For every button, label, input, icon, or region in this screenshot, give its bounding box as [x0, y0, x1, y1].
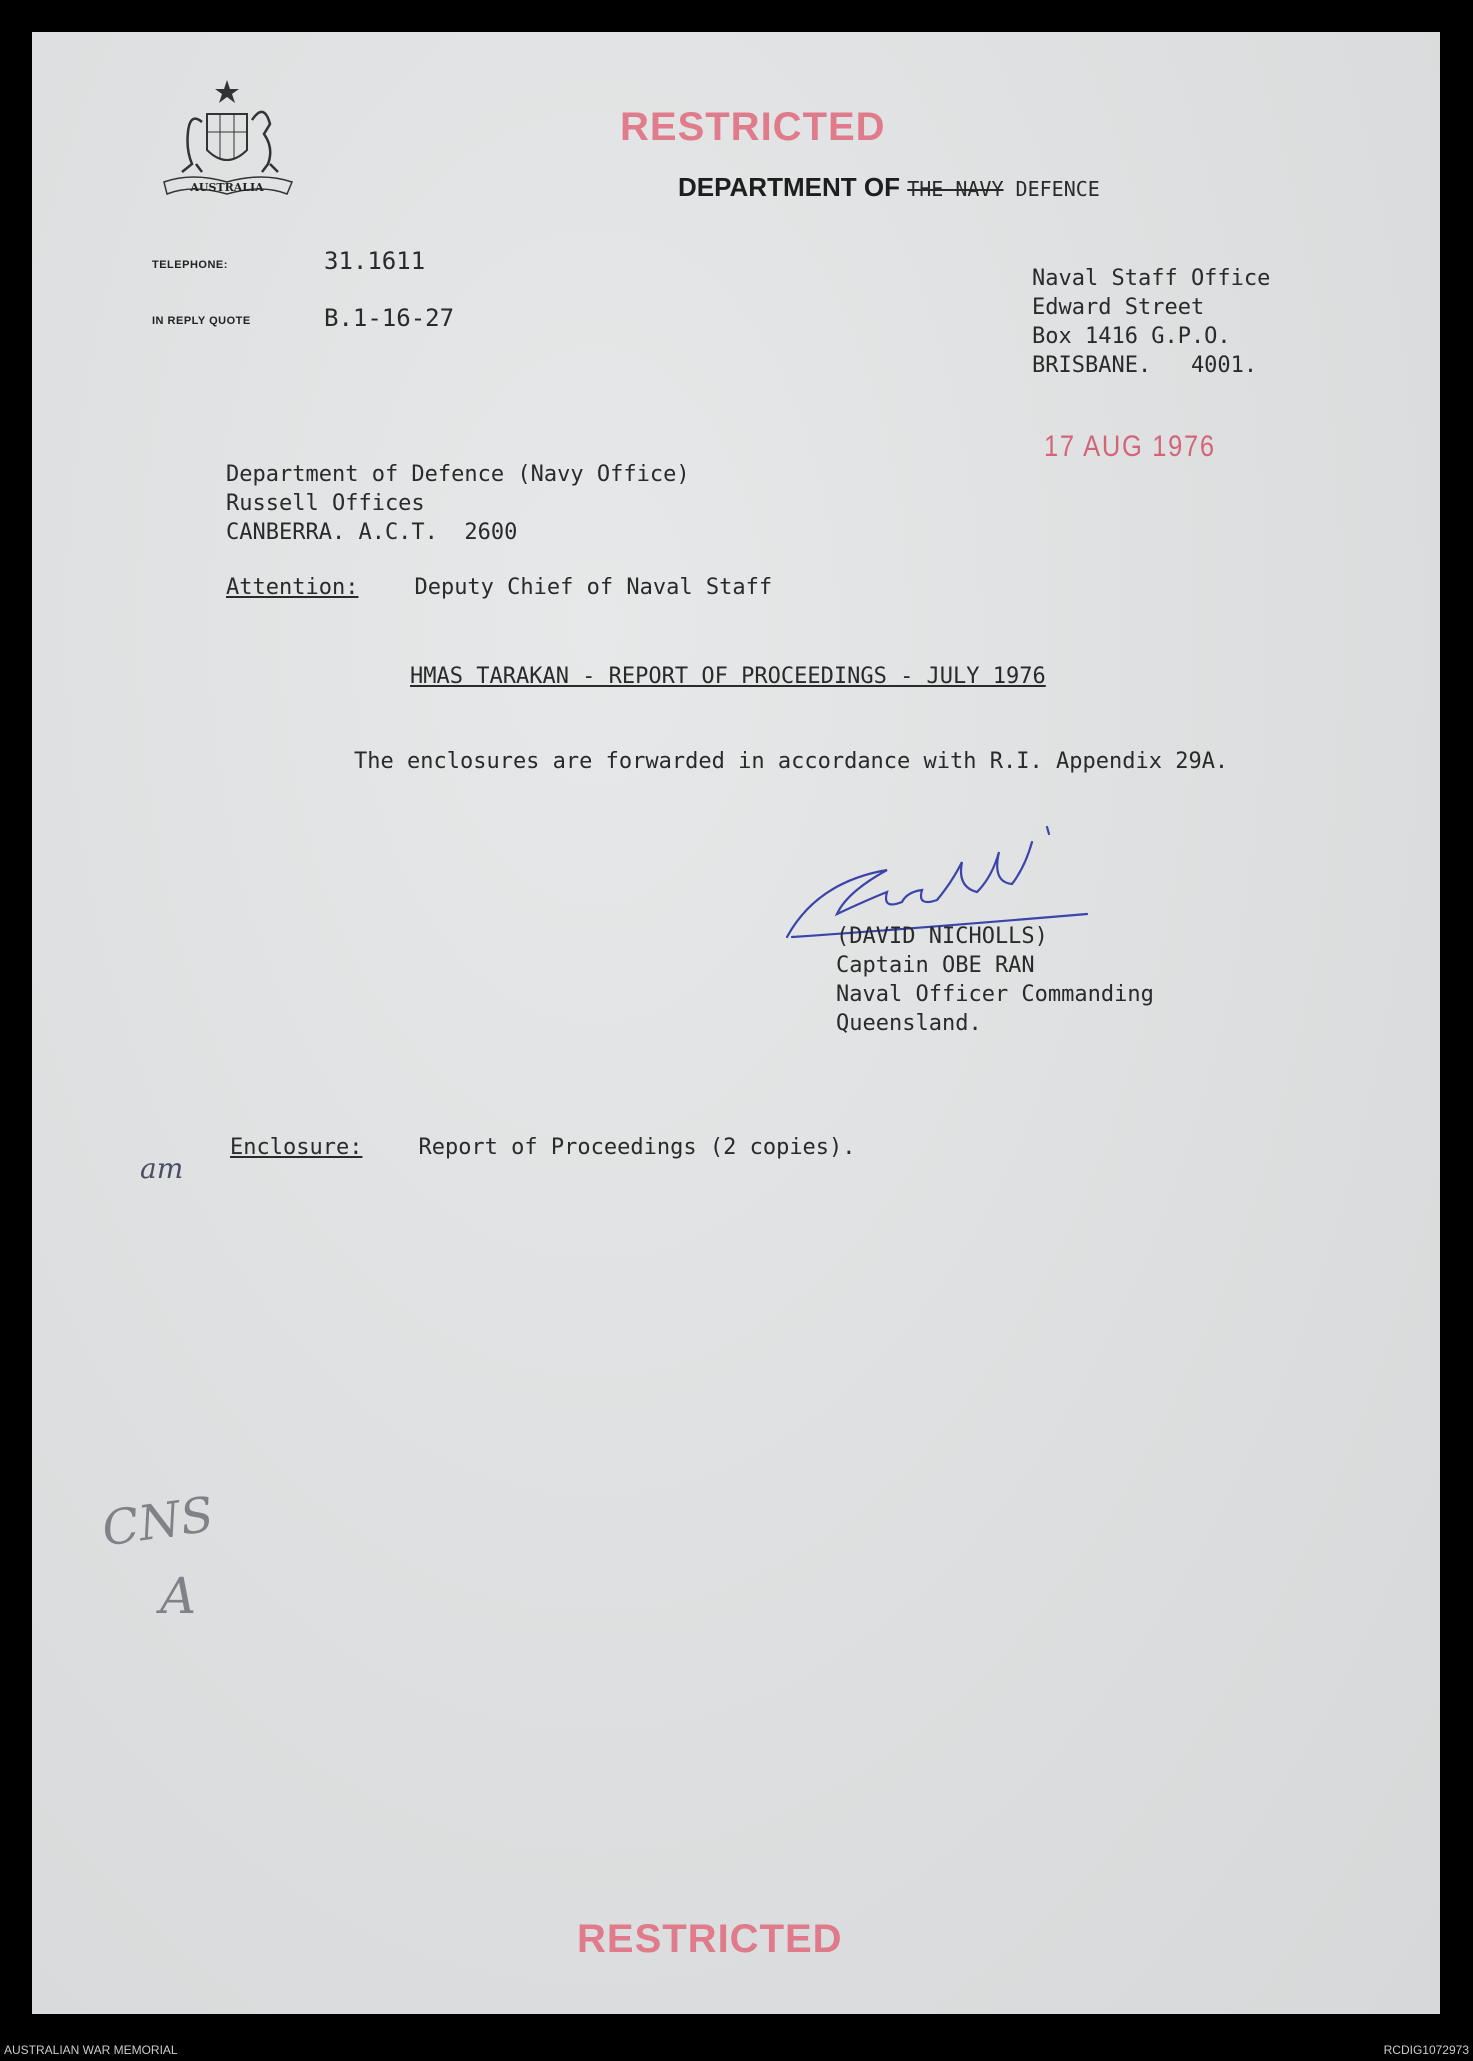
header-struck: THE NAVY	[907, 177, 1004, 201]
sender-line: Edward Street	[1032, 295, 1205, 320]
signatory-line: Captain OBE RAN	[836, 953, 1035, 978]
recipient-line: Russell Offices	[226, 491, 425, 516]
enclosure-label: Enclosure:	[230, 1135, 363, 1160]
telephone-label: TELEPHONE:	[152, 259, 228, 271]
sender-line: Naval Staff Office	[1032, 266, 1271, 291]
reply-quote-label: IN REPLY QUOTE	[152, 315, 251, 327]
restricted-stamp-bottom: RESTRICTED	[577, 1917, 843, 1961]
signatory-line: Naval Officer Commanding	[836, 982, 1154, 1007]
telephone-value: 31.1611	[324, 247, 426, 275]
recipient-line: CANBERRA. A.C.T. 2600	[226, 520, 518, 545]
pencil-annotation-a: A	[160, 1567, 197, 1625]
recipient-address	[226, 460, 690, 547]
header-prefix: DEPARTMENT OF	[678, 172, 908, 202]
coat-of-arms-icon	[152, 72, 302, 212]
pencil-annotation-cns: CNS	[98, 1486, 217, 1558]
enclosure-line	[230, 1135, 856, 1160]
sender-address	[1032, 264, 1270, 380]
department-header	[678, 172, 1100, 203]
attention-line	[226, 575, 772, 600]
handwritten-initials: am	[140, 1152, 184, 1185]
subject-line: HMAS TARAKAN - REPORT OF PROCEEDINGS - JULY 1976	[410, 664, 1046, 689]
attention-label: Attention:	[226, 575, 359, 600]
attention-value: Deputy Chief of Naval Staff	[414, 575, 773, 600]
recipient-line: Department of Defence (Navy Office)	[226, 462, 690, 487]
header-suffix: DEFENCE	[1003, 177, 1100, 201]
reply-quote-value: B.1-16-27	[324, 304, 455, 332]
coat-of-arms	[152, 72, 302, 212]
signature-block	[836, 922, 1154, 1038]
footer-left: AUSTRALIAN WAR MEMORIAL	[4, 2043, 178, 2057]
date-stamp: 17 AUG 1976	[1044, 430, 1216, 463]
document-page	[32, 32, 1440, 2014]
sender-line: Box 1416 G.P.O.	[1032, 324, 1231, 349]
signatory-line: Queensland.	[836, 1011, 982, 1036]
signatory-name: (DAVID NICHOLLS)	[836, 924, 1048, 949]
footer-right: RCDIG1072973	[1383, 2043, 1469, 2057]
body-text: The enclosures are forwarded in accordance with R.I. Appendix 29A.	[354, 749, 1229, 774]
crest-label: AUSTRALIA	[190, 181, 264, 194]
sender-line: BRISBANE. 4001.	[1032, 353, 1258, 378]
enclosure-value: Report of Proceedings (2 copies).	[418, 1135, 856, 1160]
restricted-stamp-top: RESTRICTED	[620, 105, 886, 149]
